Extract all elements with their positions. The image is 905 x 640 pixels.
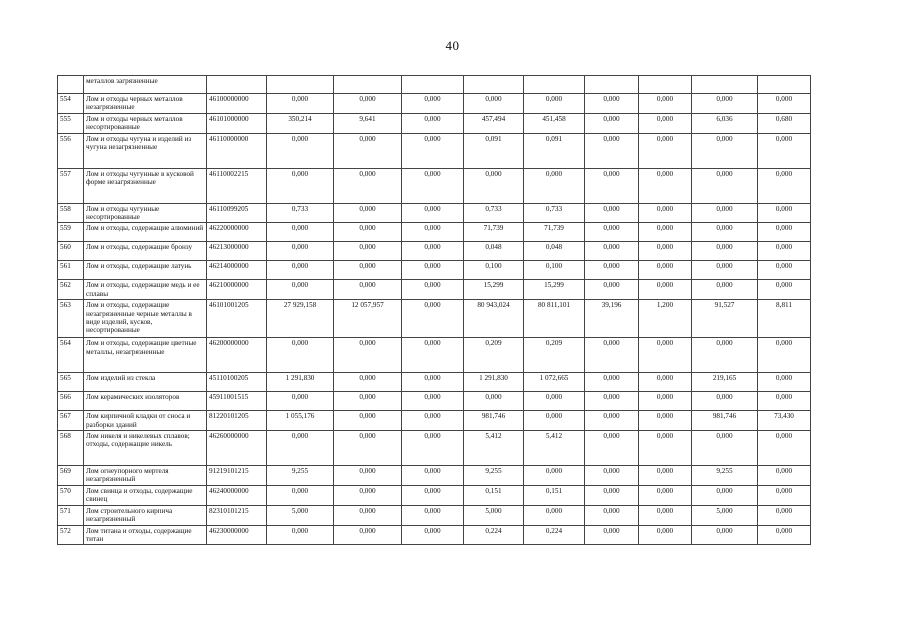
cell-value: 0,000 xyxy=(758,466,811,486)
cell-value: 12 057,957 xyxy=(334,300,402,338)
cell-waste-name: Лом и отходы, содержащие незагрязненные черные металлы в виде изделий, кусков, несортированные xyxy=(84,300,207,338)
cell-value: 0,000 xyxy=(334,168,402,203)
cell-value: 0,000 xyxy=(585,203,639,223)
cell-value: 71,739 xyxy=(524,223,585,242)
table-row xyxy=(58,280,811,300)
cell-number: 554 xyxy=(58,94,84,114)
cell-value: 0,000 xyxy=(524,466,585,486)
cell-number: 564 xyxy=(58,338,84,373)
cell-value: 0,000 xyxy=(402,505,464,525)
cell-value: 0,000 xyxy=(334,133,402,168)
cell-value: 0,000 xyxy=(639,525,692,545)
cell-value: 0,733 xyxy=(267,203,334,223)
table-row xyxy=(58,525,811,545)
cell-value xyxy=(464,76,524,94)
cell-value: 5,000 xyxy=(267,505,334,525)
cell-value: 0,733 xyxy=(524,203,585,223)
table-row xyxy=(58,168,811,203)
cell-value: 0,000 xyxy=(334,261,402,280)
cell-value: 0,000 xyxy=(585,113,639,133)
cell-value: 0,000 xyxy=(758,485,811,505)
cell-value: 9,255 xyxy=(692,466,758,486)
cell-value: 0,000 xyxy=(585,338,639,373)
cell-value: 0,000 xyxy=(334,392,402,411)
cell-value: 0,000 xyxy=(585,373,639,392)
cell-value xyxy=(524,76,585,94)
table-row xyxy=(58,94,811,114)
cell-number: 556 xyxy=(58,133,84,168)
cell-value: 0,000 xyxy=(402,242,464,261)
cell-value: 1,200 xyxy=(639,300,692,338)
cell-value: 0,000 xyxy=(402,223,464,242)
cell-value: 0,000 xyxy=(267,338,334,373)
cell-value: 5,000 xyxy=(464,505,524,525)
cell-code: 46101001205 xyxy=(207,300,267,338)
table-row xyxy=(58,431,811,466)
cell-value: 0,000 xyxy=(267,223,334,242)
cell-number: 560 xyxy=(58,242,84,261)
cell-value: 0,000 xyxy=(267,392,334,411)
cell-waste-name: Лом свинца и отходы, содержащие свинец xyxy=(84,485,207,505)
cell-code: 45911001515 xyxy=(207,392,267,411)
cell-value: 0,000 xyxy=(464,392,524,411)
cell-number: 563 xyxy=(58,300,84,338)
cell-value: 0,209 xyxy=(524,338,585,373)
cell-code: 91219101215 xyxy=(207,466,267,486)
cell-value: 0,000 xyxy=(402,203,464,223)
cell-value: 0,000 xyxy=(758,280,811,300)
cell-value: 0,000 xyxy=(464,94,524,114)
cell-value: 0,000 xyxy=(758,373,811,392)
cell-value: 0,000 xyxy=(402,338,464,373)
table-row xyxy=(58,338,811,373)
cell-value: 0,680 xyxy=(758,113,811,133)
cell-value: 0,000 xyxy=(402,133,464,168)
cell-waste-name: Лом никеля и никелевых сплавов; отходы, содержащие никель xyxy=(84,431,207,466)
table-row xyxy=(58,133,811,168)
cell-value xyxy=(692,76,758,94)
cell-value: 219,165 xyxy=(692,373,758,392)
cell-value: 0,000 xyxy=(758,338,811,373)
cell-value: 1 055,176 xyxy=(267,411,334,431)
cell-value xyxy=(585,76,639,94)
cell-waste-name: Лом и отходы черных металлов несортированные xyxy=(84,113,207,133)
cell-value: 0,000 xyxy=(639,373,692,392)
cell-waste-name: Лом строительного кирпича незагрязненный xyxy=(84,505,207,525)
cell-waste-name: Лом титана и отходы, содержащие титан xyxy=(84,525,207,545)
cell-value xyxy=(334,76,402,94)
cell-value: 0,000 xyxy=(758,431,811,466)
cell-code: 46200000000 xyxy=(207,338,267,373)
cell-value: 0,000 xyxy=(692,338,758,373)
cell-value: 0,000 xyxy=(334,94,402,114)
cell-value: 27 929,158 xyxy=(267,300,334,338)
cell-code xyxy=(207,76,267,94)
cell-value: 71,739 xyxy=(464,223,524,242)
cell-value: 451,458 xyxy=(524,113,585,133)
cell-value: 0,000 xyxy=(639,242,692,261)
cell-number: 566 xyxy=(58,392,84,411)
cell-value: 0,000 xyxy=(639,466,692,486)
cell-waste-name: Лом и отходы, содержащие цветные металлы, незагрязненные xyxy=(84,338,207,373)
table-row xyxy=(58,466,811,486)
cell-value: 0,224 xyxy=(464,525,524,545)
table-row xyxy=(58,411,811,431)
cell-value: 981,746 xyxy=(464,411,524,431)
cell-value: 0,000 xyxy=(524,505,585,525)
cell-value: 0,000 xyxy=(402,392,464,411)
table-row xyxy=(58,223,811,242)
cell-value: 0,000 xyxy=(267,485,334,505)
cell-value: 0,000 xyxy=(758,133,811,168)
cell-value: 39,196 xyxy=(585,300,639,338)
cell-code: 82310101215 xyxy=(207,505,267,525)
cell-value: 0,000 xyxy=(402,431,464,466)
cell-value xyxy=(758,76,811,94)
cell-value: 0,000 xyxy=(334,525,402,545)
table-row xyxy=(58,505,811,525)
cell-code: 46110000000 xyxy=(207,133,267,168)
cell-waste-name: Лом изделий из стекла xyxy=(84,373,207,392)
cell-value: 5,412 xyxy=(524,431,585,466)
cell-value: 0,000 xyxy=(402,466,464,486)
cell-number: 561 xyxy=(58,261,84,280)
cell-value: 15,299 xyxy=(464,280,524,300)
cell-value: 0,000 xyxy=(692,280,758,300)
table-row xyxy=(58,242,811,261)
cell-code: 46260000000 xyxy=(207,431,267,466)
cell-value: 0,000 xyxy=(639,223,692,242)
cell-value: 0,000 xyxy=(524,94,585,114)
table-row xyxy=(58,485,811,505)
cell-value: 0,000 xyxy=(585,133,639,168)
cell-code: 46100000000 xyxy=(207,94,267,114)
cell-value: 0,000 xyxy=(758,392,811,411)
cell-value: 0,000 xyxy=(334,203,402,223)
cell-value: 0,000 xyxy=(402,411,464,431)
cell-value: 0,000 xyxy=(758,525,811,545)
cell-value: 0,000 xyxy=(692,94,758,114)
cell-value: 0,000 xyxy=(267,168,334,203)
cell-value: 0,000 xyxy=(639,133,692,168)
cell-value: 0,000 xyxy=(524,168,585,203)
cell-value: 0,000 xyxy=(334,431,402,466)
cell-value xyxy=(639,76,692,94)
cell-number: 559 xyxy=(58,223,84,242)
cell-value: 0,000 xyxy=(585,242,639,261)
cell-value: 0,000 xyxy=(267,133,334,168)
cell-waste-name: Лом и отходы, содержащие алюминий xyxy=(84,223,207,242)
cell-value xyxy=(267,76,334,94)
cell-value: 91,527 xyxy=(692,300,758,338)
cell-value: 0,000 xyxy=(267,94,334,114)
cell-value: 0,000 xyxy=(758,242,811,261)
cell-value: 0,000 xyxy=(267,242,334,261)
cell-value: 5,412 xyxy=(464,431,524,466)
cell-value: 0,000 xyxy=(585,168,639,203)
cell-value: 0,000 xyxy=(585,94,639,114)
cell-waste-name: Лом и отходы чугунные несортированные xyxy=(84,203,207,223)
cell-value: 0,000 xyxy=(692,261,758,280)
cell-value: 5,000 xyxy=(692,505,758,525)
cell-number: 565 xyxy=(58,373,84,392)
cell-value: 0,151 xyxy=(524,485,585,505)
cell-number: 568 xyxy=(58,431,84,466)
cell-value: 0,000 xyxy=(758,94,811,114)
table-row-continued xyxy=(58,76,811,94)
cell-value: 0,000 xyxy=(334,466,402,486)
cell-code: 46110002215 xyxy=(207,168,267,203)
cell-value: 1 291,830 xyxy=(267,373,334,392)
cell-value: 0,000 xyxy=(585,485,639,505)
cell-value: 8,811 xyxy=(758,300,811,338)
cell-value: 0,000 xyxy=(758,223,811,242)
cell-number: 562 xyxy=(58,280,84,300)
cell-value: 0,000 xyxy=(402,280,464,300)
cell-value: 0,000 xyxy=(402,168,464,203)
cell-value: 0,000 xyxy=(402,94,464,114)
cell-number: 571 xyxy=(58,505,84,525)
table-row xyxy=(58,373,811,392)
cell-value: 0,000 xyxy=(402,485,464,505)
cell-value: 0,000 xyxy=(692,203,758,223)
cell-value: 0,000 xyxy=(402,300,464,338)
cell-value: 0,000 xyxy=(758,168,811,203)
cell-value: 1 291,830 xyxy=(464,373,524,392)
cell-waste-name: Лом огнеупорного мертеля незагрязненный xyxy=(84,466,207,486)
cell-value: 6,036 xyxy=(692,113,758,133)
cell-value: 0,000 xyxy=(585,261,639,280)
cell-value xyxy=(402,76,464,94)
cell-value: 0,000 xyxy=(639,280,692,300)
cell-value: 73,430 xyxy=(758,411,811,431)
cell-value: 0,000 xyxy=(639,392,692,411)
cell-value: 0,100 xyxy=(524,261,585,280)
cell-value: 0,048 xyxy=(464,242,524,261)
cell-value: 0,000 xyxy=(639,203,692,223)
cell-number: 572 xyxy=(58,525,84,545)
cell-value: 0,000 xyxy=(639,485,692,505)
cell-value: 0,224 xyxy=(524,525,585,545)
cell-value: 0,000 xyxy=(585,505,639,525)
cell-value: 0,000 xyxy=(585,223,639,242)
cell-number: 567 xyxy=(58,411,84,431)
cell-number: 555 xyxy=(58,113,84,133)
cell-value: 0,000 xyxy=(267,280,334,300)
cell-value: 0,000 xyxy=(334,505,402,525)
cell-value: 0,000 xyxy=(267,261,334,280)
cell-waste-name: Лом и отходы чугунные в кусковой форме незагрязненные xyxy=(84,168,207,203)
cell-value: 0,000 xyxy=(692,168,758,203)
cell-value: 0,000 xyxy=(334,411,402,431)
cell-value: 0,000 xyxy=(334,242,402,261)
cell-value: 80 943,024 xyxy=(464,300,524,338)
cell-number: 570 xyxy=(58,485,84,505)
cell-value: 0,091 xyxy=(464,133,524,168)
cell-value: 9,255 xyxy=(267,466,334,486)
cell-value: 80 811,101 xyxy=(524,300,585,338)
cell-value: 0,000 xyxy=(334,338,402,373)
cell-value: 350,214 xyxy=(267,113,334,133)
cell-value: 457,494 xyxy=(464,113,524,133)
cell-value: 0,000 xyxy=(758,505,811,525)
cell-number: 557 xyxy=(58,168,84,203)
cell-value: 0,100 xyxy=(464,261,524,280)
cell-number: 558 xyxy=(58,203,84,223)
table-row xyxy=(58,261,811,280)
cell-value: 0,000 xyxy=(334,485,402,505)
cell-value: 0,000 xyxy=(402,113,464,133)
cell-code: 46240000000 xyxy=(207,485,267,505)
cell-code: 46220000000 xyxy=(207,223,267,242)
cell-value: 0,733 xyxy=(464,203,524,223)
cell-value: 981,746 xyxy=(692,411,758,431)
cell-value: 0,000 xyxy=(402,525,464,545)
cell-value: 0,000 xyxy=(267,431,334,466)
cell-value: 0,000 xyxy=(639,113,692,133)
cell-code: 46214000000 xyxy=(207,261,267,280)
cell-value: 0,000 xyxy=(334,280,402,300)
cell-code: 46101000000 xyxy=(207,113,267,133)
cell-value: 0,000 xyxy=(692,133,758,168)
cell-value: 0,000 xyxy=(639,505,692,525)
cell-value: 0,000 xyxy=(585,280,639,300)
cell-code: 46210000000 xyxy=(207,280,267,300)
cell-value: 0,000 xyxy=(639,338,692,373)
waste-table xyxy=(57,75,811,545)
cell-value: 0,000 xyxy=(639,168,692,203)
cell-value: 0,000 xyxy=(585,466,639,486)
cell-value: 0,000 xyxy=(334,223,402,242)
cell-waste-name: Лом и отходы черных металлов незагрязненные xyxy=(84,94,207,114)
cell-waste-name: Лом кирпичной кладки от сноса и разборки зданий xyxy=(84,411,207,431)
cell-value: 0,000 xyxy=(585,411,639,431)
cell-value: 0,000 xyxy=(464,168,524,203)
cell-value: 0,000 xyxy=(402,373,464,392)
cell-number: 569 xyxy=(58,466,84,486)
cell-value: 0,000 xyxy=(692,223,758,242)
cell-code: 46230000000 xyxy=(207,525,267,545)
cell-value: 0,151 xyxy=(464,485,524,505)
cell-value: 1 072,665 xyxy=(524,373,585,392)
cell-waste-name: Лом и отходы, содержащие медь и ее сплавы xyxy=(84,280,207,300)
cell-waste-name: Лом и отходы, содержащие латунь xyxy=(84,261,207,280)
cell-value: 9,255 xyxy=(464,466,524,486)
cell-value: 0,000 xyxy=(267,525,334,545)
cell-value: 0,000 xyxy=(758,203,811,223)
cell-value: 15,299 xyxy=(524,280,585,300)
cell-number xyxy=(58,76,84,94)
cell-value: 0,000 xyxy=(639,411,692,431)
cell-value: 0,048 xyxy=(524,242,585,261)
table-row xyxy=(58,392,811,411)
cell-value: 0,000 xyxy=(585,525,639,545)
cell-value: 9,641 xyxy=(334,113,402,133)
cell-code: 46213000000 xyxy=(207,242,267,261)
cell-waste-name: Лом и отходы чугуна и изделий из чугуна незагрязненные xyxy=(84,133,207,168)
table-body xyxy=(58,76,811,545)
cell-value: 0,091 xyxy=(524,133,585,168)
cell-code: 46110099205 xyxy=(207,203,267,223)
cell-waste-name: металлов загрязненные xyxy=(84,76,207,94)
cell-value: 0,000 xyxy=(692,242,758,261)
cell-value: 0,000 xyxy=(334,373,402,392)
cell-value: 0,000 xyxy=(402,261,464,280)
cell-value: 0,000 xyxy=(692,392,758,411)
cell-value: 0,000 xyxy=(524,392,585,411)
table-row xyxy=(58,300,811,338)
cell-value: 0,000 xyxy=(585,431,639,466)
cell-code: 45110100205 xyxy=(207,373,267,392)
cell-value: 0,000 xyxy=(692,485,758,505)
cell-value: 0,000 xyxy=(692,525,758,545)
cell-value: 0,209 xyxy=(464,338,524,373)
cell-value: 0,000 xyxy=(758,261,811,280)
cell-value: 0,000 xyxy=(692,431,758,466)
cell-waste-name: Лом и отходы, содержащие бронзу xyxy=(84,242,207,261)
cell-code: 81220101205 xyxy=(207,411,267,431)
cell-waste-name: Лом керамических изоляторов xyxy=(84,392,207,411)
cell-value: 0,000 xyxy=(639,431,692,466)
table-row xyxy=(58,113,811,133)
cell-value: 0,000 xyxy=(639,261,692,280)
cell-value: 0,000 xyxy=(524,411,585,431)
table-row xyxy=(58,203,811,223)
cell-value: 0,000 xyxy=(639,94,692,114)
page-number: 40 xyxy=(445,38,460,53)
cell-value: 0,000 xyxy=(585,392,639,411)
